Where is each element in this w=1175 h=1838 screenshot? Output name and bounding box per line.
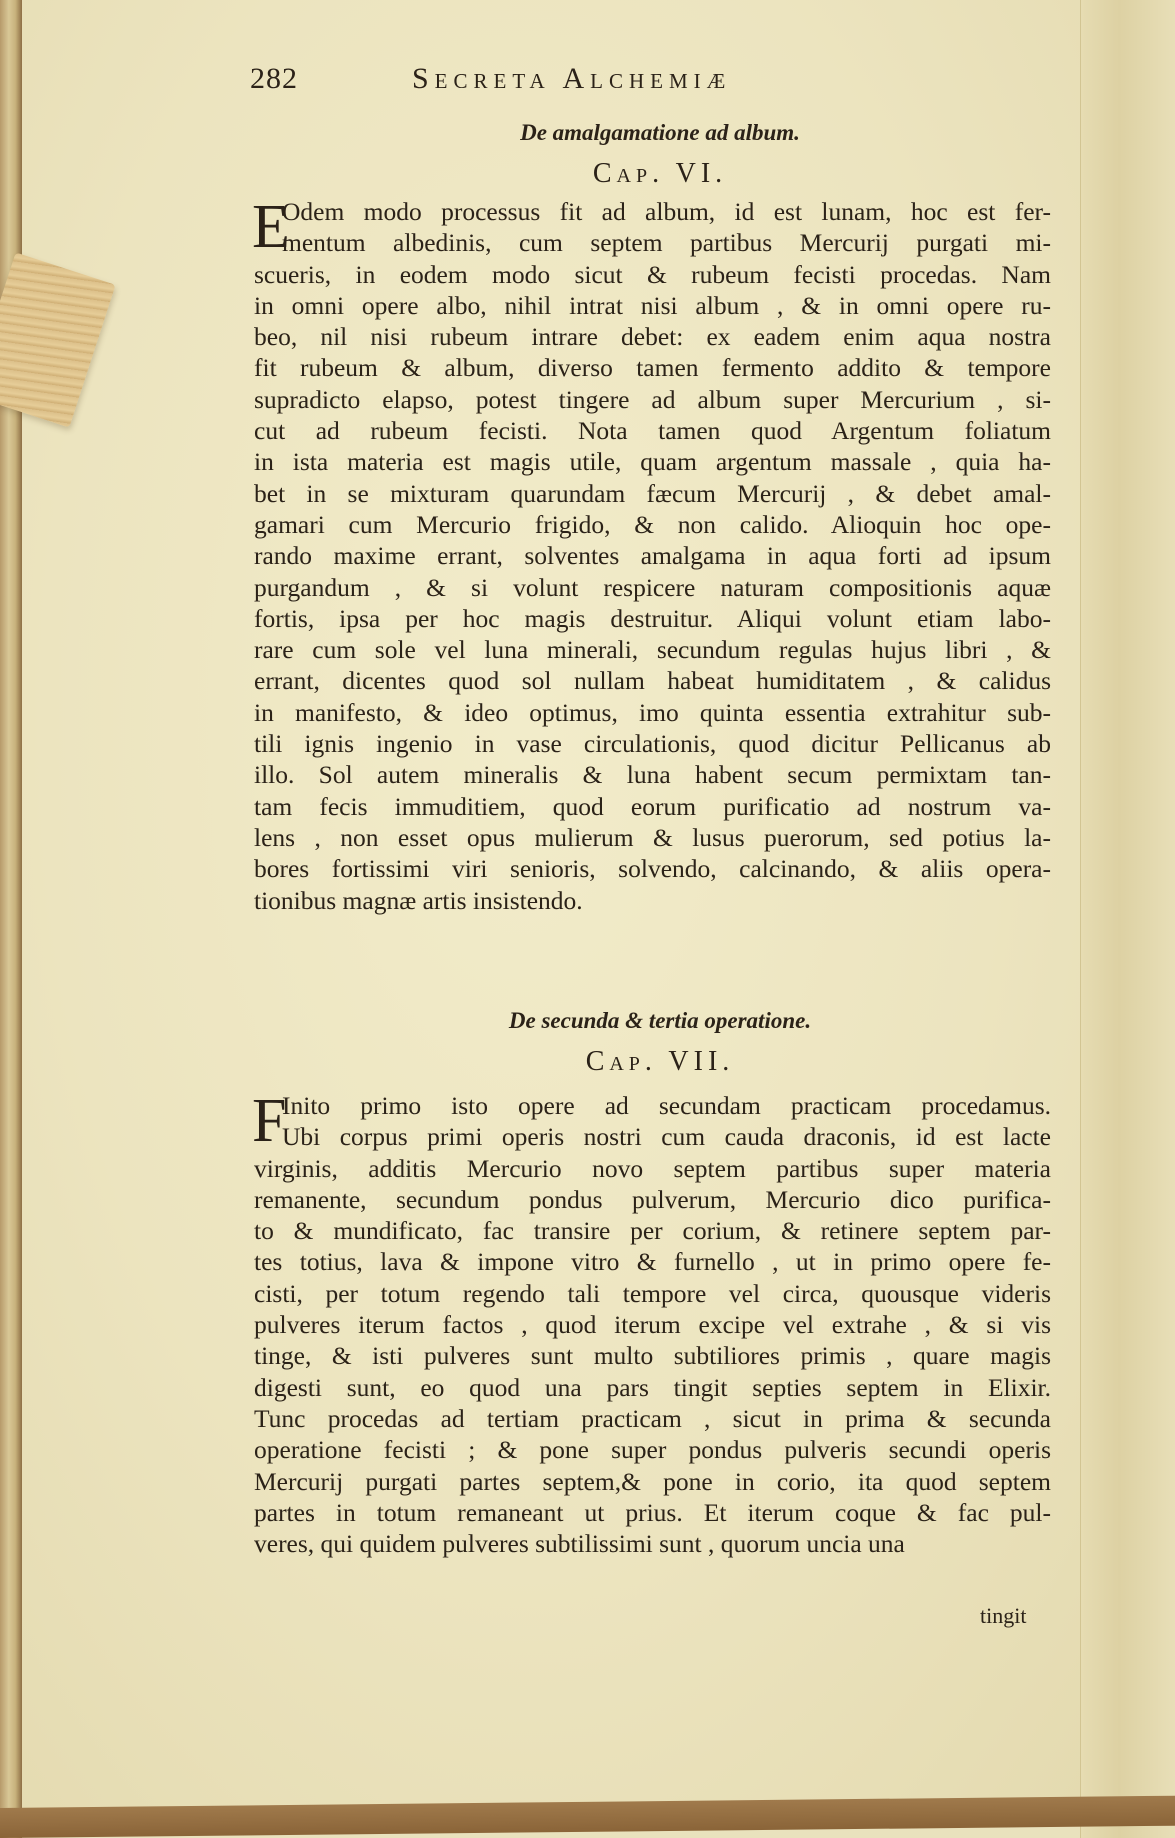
text-line: in ista materia est magis utile, quam argentum massale , quia ha- xyxy=(254,447,1051,477)
section-subtitle: De secunda & tertia operatione. xyxy=(508,1008,812,1033)
facing-page-edge xyxy=(1080,0,1175,1838)
text-line: lens , non esset opus mulierum & lusus puerorum, sed potius la- xyxy=(254,822,1051,852)
text-line: rando maxime errant, solventes amalgama in aqua forti ad ipsum xyxy=(254,541,1051,571)
running-title: Secreta Alchemiæ xyxy=(412,62,732,95)
text-line: virginis, additis Mercurio novo septem partibus super materia xyxy=(254,1153,1051,1183)
text-line: Tunc procedas ad tertiam practicam , sicut in prima & secunda xyxy=(254,1403,1051,1433)
text-line: remanente, secundum pondus pulverum, Mercurio dico purifica- xyxy=(254,1184,1051,1214)
drop-cap: F xyxy=(252,1087,287,1155)
text-line: bores fortissimi viri senioris, solvendo, calcinando, & aliis opera- xyxy=(254,854,1051,884)
text-line: Odem modo processus fit ad album, id est lunam, hoc est fer- xyxy=(282,197,1051,226)
text-line: errant, dicentes quod sol nullam habeat humiditatem , & calidus xyxy=(254,666,1051,696)
chapter-heading: Cap. VI. xyxy=(592,158,728,189)
text-line: rare cum sole vel luna minerali, secundum regulas hujus libri , & xyxy=(254,635,1051,665)
text-line: tionibus magnæ artis insistendo. xyxy=(254,885,583,915)
text-line: Inito primo isto opere ad secundam practicam procedamus. xyxy=(282,1091,1051,1120)
text-line: fit rubeum & album, diverso tamen fermento addito & tempore xyxy=(254,353,1051,383)
text-line: gamari cum Mercurio frigido, & non calido. Alioquin hoc ope- xyxy=(254,509,1051,539)
text-line: supradicto elapso, potest tingere ad album super Mercurium , si- xyxy=(254,384,1051,414)
text-line: tes totius, lava & impone vitro & furnello , ut in primo opere fe- xyxy=(254,1247,1051,1277)
section-subtitle: De amalgamatione ad album. xyxy=(520,120,800,145)
drop-cap: E xyxy=(252,193,290,261)
chapter-body xyxy=(252,193,1051,916)
text-line: cut ad rubeum fecisti. Nota tamen quod Argentum foliatum xyxy=(254,416,1051,446)
text-line: in omni opere albo, nihil intrat nisi album , & in omni opere ru- xyxy=(254,290,1051,320)
text-line: digesti sunt, eo quod una pars tingit septies septem in Elixir. xyxy=(254,1372,1051,1402)
page-number: 282 xyxy=(250,62,298,95)
text-line: in manifesto, & ideo optimus, imo quinta essentia extrahitur sub- xyxy=(254,697,1051,727)
text-line: pulveres iterum factos , quod iterum excipe vel extrahe , & si vis xyxy=(254,1310,1051,1340)
text-line: partes in totum remaneant ut prius. Et iterum coque & fac pul- xyxy=(254,1497,1051,1527)
text-line: illo. Sol autem mineralis & luna habent secum permixtam tan- xyxy=(254,760,1051,790)
text-line: beo, nil nisi rubeum intrare debet: ex eadem enim aqua nostra xyxy=(254,322,1051,352)
text-line: tinge, & isti pulveres sunt multo subtiliores primis , quare magis xyxy=(254,1341,1051,1371)
chapter-heading: Cap. VII. xyxy=(585,1046,735,1077)
text-line: bet in se mixturam quarundam fæcum Mercurij , & debet amal- xyxy=(254,478,1051,508)
text-line: scueris, in eodem modo sicut & rubeum fecisti procedas. Nam xyxy=(254,259,1051,289)
chapter-body xyxy=(252,1087,1051,1559)
catchword: tingit xyxy=(980,1603,1027,1628)
text-line: operatione fecisti ; & pone super pondus pulveris secundi operis xyxy=(254,1435,1051,1465)
text-line: purgandum , & si volunt respicere naturam compositionis aquæ xyxy=(254,572,1051,602)
text-line: Mercurij purgati partes septem,& pone in corio, ita quod septem xyxy=(254,1466,1051,1496)
text-line: fortis, ipsa per hoc magis destruitur. Aliqui volunt etiam labo- xyxy=(254,603,1051,633)
page-header xyxy=(250,62,1070,102)
text-line: mentum albedinis, cum septem partibus Mercurij purgati mi- xyxy=(282,228,1051,258)
text-line: Ubi corpus primi operis nostri cum cauda draconis, id est lacte xyxy=(282,1122,1051,1152)
text-line: tam fecis immuditiem, quod eorum purificatio ad nostrum va- xyxy=(254,791,1051,821)
text-line: cisti, per totum regendo tali tempore vel circa, quousque videris xyxy=(254,1278,1051,1308)
text-line: tili ignis ingenio in vase circulationis, quod dicitur Pellicanus ab xyxy=(254,729,1051,759)
text-line: to & mundificato, fac transire per corium, & retinere septem par- xyxy=(254,1216,1051,1246)
text-line: veres, qui quidem pulveres subtilissimi sunt , quorum uncia una xyxy=(254,1529,905,1559)
